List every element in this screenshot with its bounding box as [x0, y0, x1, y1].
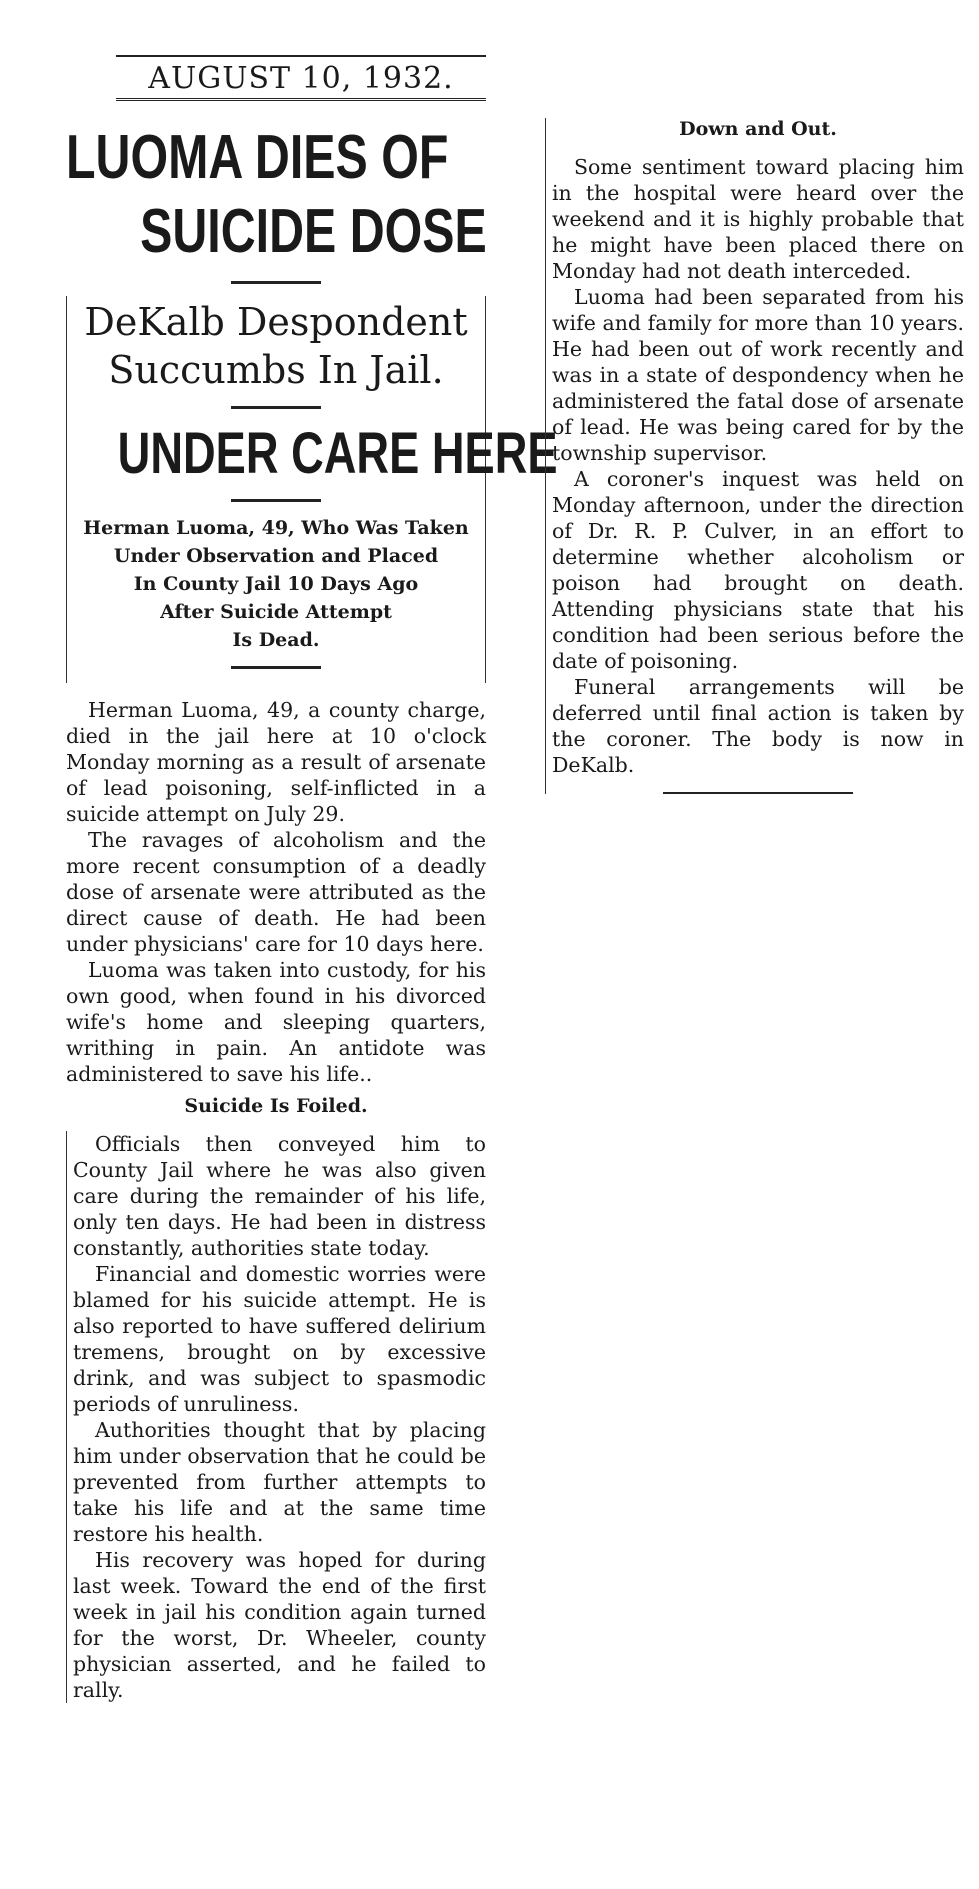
- paragraph: Funeral arrangements will be deferred until final action is taken by the coroner. The body is now in DeKalb.: [552, 675, 964, 777]
- continued-text: [66, 1131, 486, 1703]
- paragraph: Financial and domestic worries were blamed for his suicide attempt. He is also reported to have suffered delirium tremens, brought on by excessive drink, and was subject to spasmodic periods of unruliness.: [73, 1262, 486, 1416]
- deck1: [73, 298, 479, 394]
- paragraph: The ravages of alcoholism and the more recent consumption of a deadly dose of arsenate were attributed as the direct cause of death. He had been under physicians' care for 10 days here.: [66, 828, 486, 956]
- deck2-line: After Suicide Attempt: [160, 601, 392, 623]
- dateline: AUGUST 10, 1932.: [116, 55, 486, 101]
- right-column: [545, 118, 964, 794]
- subhead-suicide-foiled: Suicide Is Foiled.: [184, 1095, 368, 1117]
- paragraph: A coroner's inquest was held on Monday afternoon, under the direction of Dr. R. P. Culver, in an effort to determine whether alcoholism or poison had brought on death. Attending physicians state that his condition had been serious before the date of poisoning.: [552, 467, 964, 673]
- deck2: [73, 514, 479, 654]
- paragraph: Herman Luoma, 49, a county charge, died in the jail here at 10 o'clock Monday morning as a result of arsenate of lead poisoning, self-inflicted in a suicide attempt on July 29.: [66, 698, 486, 826]
- deck1-line1: DeKalb Despondent: [84, 300, 468, 344]
- deck2-line: Herman Luoma, 49, Who Was Taken: [83, 517, 469, 539]
- secondary-headline: UNDER CARE HERE: [117, 421, 558, 486]
- divider: [231, 666, 321, 669]
- divider: [231, 499, 321, 502]
- headline-box: [66, 296, 558, 683]
- deck2-line: Under Observation and Placed: [113, 545, 439, 567]
- main-headline: [66, 121, 487, 269]
- deck2-line: Is Dead.: [232, 629, 320, 651]
- left-column: [66, 55, 558, 1703]
- divider: [231, 406, 321, 409]
- article-body-left: [66, 697, 486, 1703]
- headline-line2: SUICIDE DOSE: [140, 197, 487, 266]
- deck2-line: In County Jail 10 Days Ago: [133, 573, 419, 595]
- end-rule: [663, 792, 853, 794]
- paragraph: Some sentiment toward placing him in the hospital were heard over the weekend and it is highly probable that he might have been placed there on Monday had not death interceded.: [552, 155, 964, 283]
- deck1-line2: Succumbs In Jail.: [108, 348, 444, 392]
- article-body-right: [552, 154, 964, 778]
- paragraph: Officials then conveyed him to County Jail where he was also given care during the remainder of his life, only ten days. He had been in distress constantly, authorities state today.: [73, 1132, 486, 1260]
- divider: [231, 281, 321, 284]
- paragraph: Luoma had been separated from his wife and family for more than 10 years. He had been out of work recently and was in a state of despondency when he administered the fatal dose of arsenate of lead. He was being cared for by the township supervisor.: [552, 285, 964, 465]
- subhead-down-and-out: Down and Out.: [679, 118, 837, 140]
- paragraph: His recovery was hoped for during last week. Toward the end of the first week in jail his condition again turned for the worst, Dr. Wheeler, county physician asserted, and he failed to rally.: [73, 1548, 486, 1702]
- headline-line1: LUOMA DIES OF: [66, 123, 449, 192]
- paragraph: Luoma was taken into custody, for his own good, when found in his divorced wife's home and sleeping quarters, writhing in pain. An antidote was administered to save his life..: [66, 958, 486, 1086]
- paragraph: Authorities thought that by placing him under observation that he could be prevented from further attempts to take his life and at the same time restore his health.: [73, 1418, 486, 1546]
